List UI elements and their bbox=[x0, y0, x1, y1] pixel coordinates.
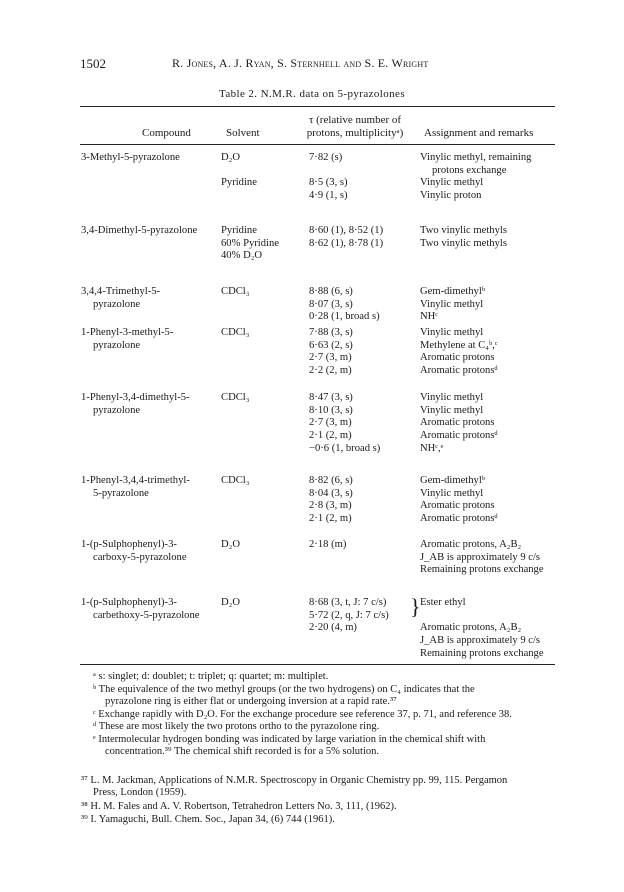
tau-cell: 8·5 (3, s) bbox=[309, 177, 348, 189]
solvent-cell: D₂O bbox=[221, 597, 240, 608]
assignment-cell: Aromatic protons, A₂B₂ bbox=[420, 622, 522, 634]
assignment-cell: J_AB is approximately 9 c/s bbox=[420, 551, 541, 563]
compound-name: pyrazolone bbox=[93, 298, 141, 310]
tau-cell: 8·60 (1), 8·52 (1) bbox=[309, 225, 384, 236]
header-bottom-rule bbox=[80, 144, 555, 145]
tau-cell: 7·82 (s) bbox=[309, 152, 343, 163]
assignment-cell: J_AB is approximately 9 c/s bbox=[420, 635, 541, 647]
compound-name: 3-Methyl-5-pyrazolone bbox=[81, 152, 180, 163]
tau-cell: 2·8 (3, m) bbox=[309, 500, 352, 512]
assignment-cell: Gem-dimethylᵇ bbox=[420, 475, 486, 486]
assignment-cell: Two vinylic methyls bbox=[420, 225, 507, 236]
header-solvent: Solvent bbox=[226, 127, 260, 139]
tau-cell: 2·7 (3, m) bbox=[309, 417, 352, 429]
table-title: Table 2. N.M.R. data on 5-pyrazolones bbox=[218, 88, 405, 100]
table-note: ᵉ Intermolecular hydrogen bonding was indicated by large variation in the chemical shift with bbox=[93, 734, 486, 745]
compound-name: 3,4-Dimethyl-5-pyrazolone bbox=[81, 225, 198, 236]
running-head: R. Jones, A. J. Ryan, S. Sternhell and S. E. Wright bbox=[172, 56, 429, 70]
assignment-cell: Aromatic protonsᵈ bbox=[420, 513, 498, 525]
tau-cell: 2·1 (2, m) bbox=[309, 430, 352, 442]
assignment-cell: Vinylic proton bbox=[420, 190, 482, 202]
tau-cell: 8·07 (3, s) bbox=[309, 298, 353, 310]
assignment-cell: Vinylic methyl bbox=[420, 327, 484, 338]
tau-cell: 8·04 (3, s) bbox=[309, 487, 353, 499]
tau-cell: 4·9 (1, s) bbox=[309, 190, 348, 202]
compound-name: 1-(p-Sulphophenyl)-3- bbox=[81, 539, 177, 550]
assignment-cell: Remaining protons exchange bbox=[420, 647, 544, 659]
assignment-cell: Vinylic methyl bbox=[420, 298, 484, 310]
tau-cell: 2·20 (4, m) bbox=[309, 622, 357, 634]
tau-cell: 8·88 (6, s) bbox=[309, 286, 353, 297]
solvent-cell: CDCl₃ bbox=[221, 475, 250, 486]
compound-name: pyrazolone bbox=[93, 339, 141, 351]
solvent-cell: D₂O bbox=[221, 152, 240, 163]
reference-entry: ³⁷ L. M. Jackman, Applications of N.M.R. Spectroscopy in Organic Chemistry pp. 99, 115. Pergamon bbox=[81, 775, 508, 786]
table-note: ᵃ s: singlet; d: doublet; t: triplet; q: quartet; m: multiplet. bbox=[93, 671, 329, 682]
table-note: concentration.³⁹ The chemical shift recorded is for a 5% solution. bbox=[105, 746, 379, 757]
tau-cell: 8·62 (1), 8·78 (1) bbox=[309, 237, 384, 249]
solvent-cell: 60% Pyridine bbox=[221, 237, 279, 249]
table-note: ᵇ The equivalence of the two methyl groups (or the two hydrogens) on C₄ indicates that the bbox=[93, 684, 475, 695]
assignment-cell: Vinylic methyl bbox=[420, 404, 484, 416]
assignment-cell: NHᶜ bbox=[420, 311, 439, 323]
header-compound: Compound bbox=[142, 127, 191, 139]
table-note: pyrazolone ring is either flat or undergoing inversion at a rapid rate.³⁷ bbox=[105, 696, 397, 707]
tau-cell: −0·6 (1, broad s) bbox=[309, 442, 381, 454]
compound-name: carboxy-5-pyrazolone bbox=[93, 551, 187, 563]
table-note: ᵈ These are most likely the two protons ortho to the pyrazolone ring. bbox=[93, 721, 380, 732]
assignment-cell: protons exchange bbox=[432, 164, 507, 176]
tau-cell: 0·28 (1, broad s) bbox=[309, 311, 380, 323]
assignment-cell: Vinylic methyl, remaining bbox=[420, 152, 532, 163]
solvent-cell: CDCl₃ bbox=[221, 286, 250, 297]
solvent-cell: Pyridine bbox=[221, 177, 257, 189]
compound-name: 1-Phenyl-3,4,4-trimethyl- bbox=[81, 475, 190, 486]
compound-name: pyrazolone bbox=[93, 404, 141, 416]
header-tau-line2: protons, multiplicityᵃ) bbox=[306, 127, 404, 139]
reference-entry: Press, London (1959). bbox=[93, 787, 187, 798]
tau-cell: 8·82 (6, s) bbox=[309, 475, 353, 486]
assignment-cell: Aromatic protonsᵈ bbox=[420, 365, 498, 377]
header-assignment: Assignment and remarks bbox=[424, 127, 534, 139]
compound-name: 3,4,4-Trimethyl-5- bbox=[81, 286, 161, 297]
assignment-cell: Aromatic protons bbox=[420, 352, 495, 364]
solvent-cell: Pyridine bbox=[221, 225, 257, 236]
tau-cell: 8·68 (3, t, J: 7 c/s) bbox=[309, 597, 387, 608]
assignment-cell: Two vinylic methyls bbox=[420, 237, 507, 249]
tau-cell: 2·18 (m) bbox=[309, 539, 347, 550]
assignment-cell: Gem-dimethylᵇ bbox=[420, 286, 486, 297]
assignment-cell: Vinylic methyl bbox=[420, 392, 484, 403]
reference-entry: ³⁹ I. Yamaguchi, Bull. Chem. Soc., Japan 34, (6) 744 (1961). bbox=[81, 814, 335, 825]
solvent-cell: D₂O bbox=[221, 539, 240, 550]
compound-name: 5-pyrazolone bbox=[93, 487, 149, 499]
assignment-cell: Ester ethyl bbox=[420, 597, 466, 608]
tau-cell: 8·10 (3, s) bbox=[309, 404, 353, 416]
tau-cell: 7·88 (3, s) bbox=[309, 327, 353, 338]
compound-name: carbethoxy-5-pyrazolone bbox=[93, 609, 200, 621]
tau-cell: 6·63 (2, s) bbox=[309, 339, 353, 351]
tau-cell: 2·2 (2, m) bbox=[309, 365, 352, 377]
table-bottom-rule bbox=[80, 664, 555, 665]
tau-cell: 8·47 (3, s) bbox=[309, 392, 353, 403]
solvent-cell: CDCl₃ bbox=[221, 392, 250, 403]
reference-entry: ³⁸ H. M. Fales and A. V. Robertson, Tetrahedron Letters No. 3, 111, (1962). bbox=[81, 801, 397, 812]
table-note: ᶜ Exchange rapidly with D₂O. For the exchange procedure see reference 37, p. 71, and reference 38. bbox=[93, 709, 512, 720]
tau-cell: 2·7 (3, m) bbox=[309, 352, 352, 364]
assignment-cell: Aromatic protons bbox=[420, 500, 495, 512]
compound-name: 1-Phenyl-3,4-dimethyl-5- bbox=[81, 392, 190, 403]
tau-cell: 2·1 (2, m) bbox=[309, 513, 352, 525]
solvent-cell: CDCl₃ bbox=[221, 327, 250, 338]
assignment-cell: Aromatic protonsᵈ bbox=[420, 430, 498, 442]
solvent-cell: 40% D₂O bbox=[221, 250, 263, 262]
assignment-cell: Aromatic protons, A₂B₂ bbox=[420, 539, 522, 550]
assignment-cell: Vinylic methyl bbox=[420, 177, 484, 189]
assignment-cell: Remaining protons exchange bbox=[420, 564, 544, 576]
header-tau-line1: τ (relative number of bbox=[308, 114, 402, 126]
assignment-cell: Aromatic protons bbox=[420, 417, 495, 429]
assignment-cell: Vinylic methyl bbox=[420, 487, 484, 499]
brace-ester-ethyl: } bbox=[410, 594, 421, 619]
tau-cell: 5·72 (2, q, J: 7 c/s) bbox=[309, 609, 389, 621]
table-top-rule bbox=[80, 106, 555, 107]
compound-name: 1-(p-Sulphophenyl)-3- bbox=[81, 597, 177, 608]
assignment-cell: NHᶜ,ᵉ bbox=[420, 442, 444, 454]
assignment-cell: Methylene at C₄ᵇ,ᶜ bbox=[420, 339, 498, 351]
page-number: 1502 bbox=[80, 56, 106, 71]
compound-name: 1-Phenyl-3-methyl-5- bbox=[81, 327, 174, 338]
